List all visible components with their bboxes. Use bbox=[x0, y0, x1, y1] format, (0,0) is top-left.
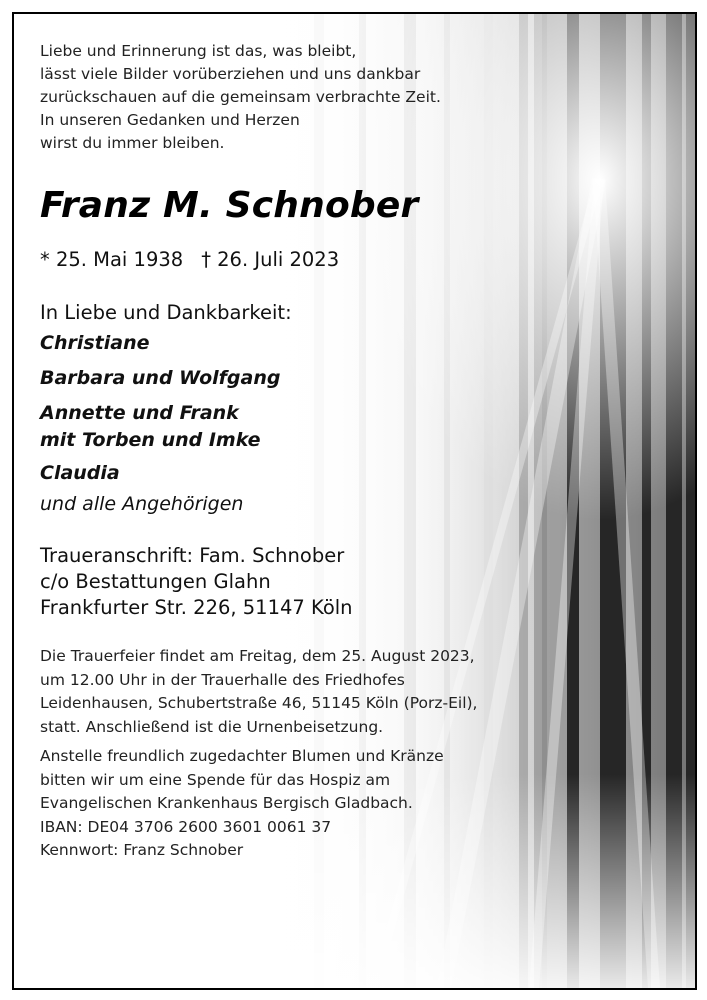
ceremony-line: statt. Anschließend ist die Urnenbeisetzung. bbox=[40, 717, 384, 736]
iban: IBAN: DE04 3706 2600 3601 0061 37 bbox=[40, 817, 332, 836]
verse-line: Liebe und Erinnerung ist das, was bleibt, bbox=[40, 42, 357, 60]
mourners-intro: In Liebe und Dankbarkeit: bbox=[40, 301, 292, 324]
donation-line: Evangelischen Krankenhaus Bergisch Gladbach. bbox=[40, 794, 413, 812]
mourner-name: mit Torben und Imke bbox=[40, 429, 261, 451]
address-line: Frankfurter Str. 226, 51147 Köln bbox=[40, 596, 353, 619]
relatives-line: und alle Angehörigen bbox=[40, 493, 244, 515]
verse-line: zurückschauen auf die gemeinsam verbrachte Zeit. bbox=[40, 88, 441, 106]
birth-date: * 25. Mai 1938 bbox=[40, 248, 184, 271]
address-line: Traueranschrift: Fam. Schnober bbox=[40, 544, 345, 567]
donation-keyword: Kennwort: Franz Schnober bbox=[40, 841, 244, 859]
verse-line: wirst du immer bleiben. bbox=[40, 134, 225, 152]
donation-line: Anstelle freundlich zugedachter Blumen und Kränze bbox=[40, 747, 444, 765]
deceased-name: Franz M. Schnober bbox=[40, 185, 419, 226]
mourning-address bbox=[40, 543, 560, 621]
life-dates bbox=[40, 248, 560, 271]
mourner-name: Christiane bbox=[40, 332, 150, 354]
ceremony-info bbox=[40, 645, 560, 739]
obituary-text bbox=[40, 40, 560, 863]
mourner-name: Barbara und Wolfgang bbox=[40, 367, 281, 389]
obituary-card bbox=[12, 12, 697, 990]
ceremony-line: um 12.00 Uhr in der Trauerhalle des Friedhofes bbox=[40, 670, 405, 689]
verse-line: lässt viele Bilder vorüberziehen und uns dankbar bbox=[40, 65, 421, 83]
memorial-verse bbox=[40, 40, 560, 155]
death-date: † 26. Juli 2023 bbox=[201, 248, 340, 271]
ceremony-line: Die Trauerfeier findet am Freitag, dem 25. August 2023, bbox=[40, 647, 475, 665]
donation-line: bitten wir um eine Spende für das Hospiz am bbox=[40, 770, 391, 789]
mourner-name: Annette und Frank bbox=[40, 402, 239, 424]
ceremony-line: Leidenhausen, Schubertstraße 46, 51145 Köln (Porz-Eil), bbox=[40, 694, 478, 712]
donation-info bbox=[40, 745, 560, 863]
verse-line: In unseren Gedanken und Herzen bbox=[40, 111, 300, 129]
mourner-name: Claudia bbox=[40, 462, 120, 484]
address-line: c/o Bestattungen Glahn bbox=[40, 570, 271, 593]
